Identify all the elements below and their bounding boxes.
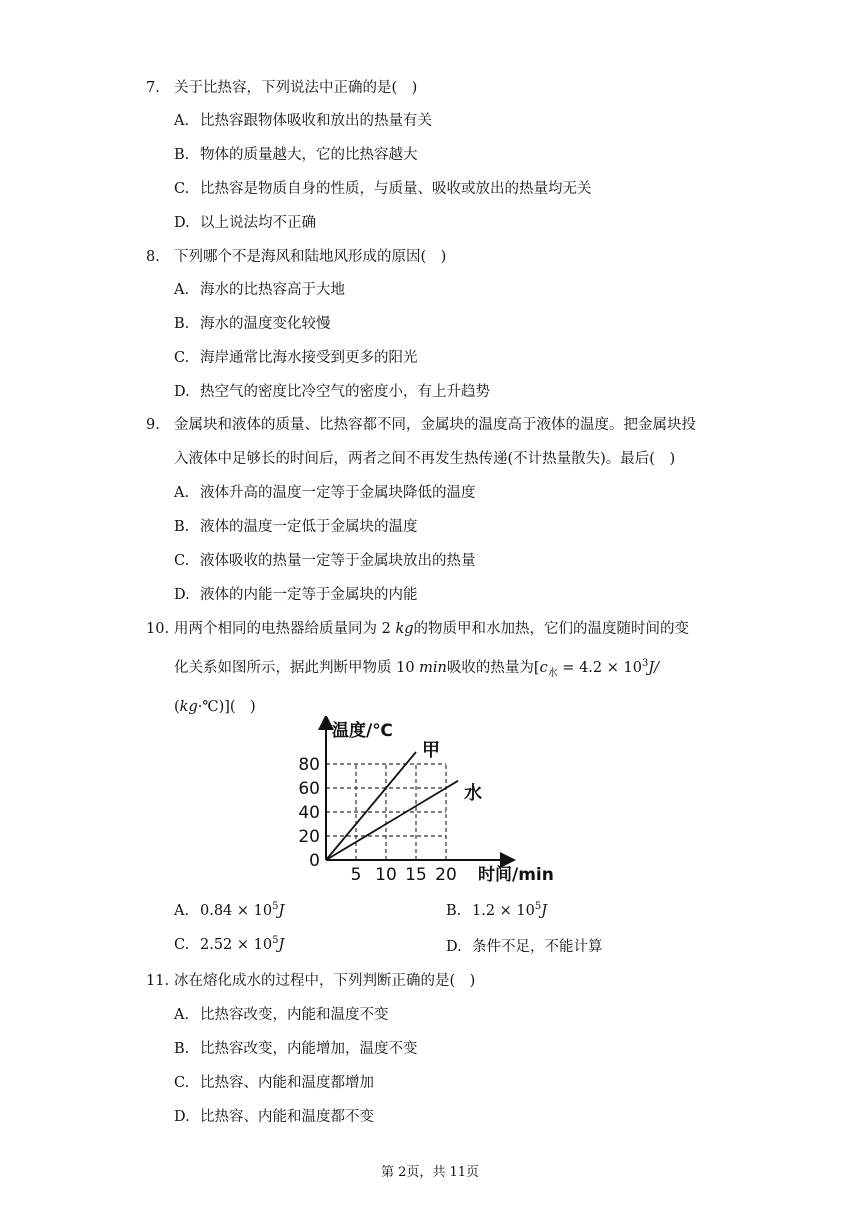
q10-text: ·℃)]( )	[197, 699, 256, 715]
option-label: D.	[174, 587, 190, 603]
q8-option-c[interactable]	[174, 346, 418, 367]
q9-stem-line2: 入液体中足够长的时间后，两者之间不再发生热传递(不计热量散失)。最后( )	[174, 451, 676, 467]
option-label: D.	[174, 1109, 190, 1125]
option-label: B.	[446, 902, 462, 919]
q10-text: = 4.2 × 10	[557, 660, 642, 676]
option-text: 2.52 × 10	[200, 936, 273, 953]
option-text: 液体吸收的热量一定等于金属块放出的热量	[200, 553, 476, 569]
y-tick-label: 80	[298, 755, 320, 775]
q7-option-a[interactable]	[174, 109, 432, 130]
option-label: B.	[174, 1041, 190, 1057]
y-axis-label: 温度/℃	[332, 721, 393, 741]
q7-option-c[interactable]	[174, 177, 592, 198]
option-label: C.	[174, 181, 190, 197]
y-tick-label: 60	[298, 779, 320, 799]
q8-option-d[interactable]	[174, 380, 490, 401]
q10-option-c[interactable]	[174, 935, 284, 953]
option-label: A.	[174, 282, 190, 298]
option-unit: J	[278, 902, 285, 919]
q10-unit: min	[419, 660, 447, 676]
option-text: 海岸通常比海水接受到更多的阳光	[200, 350, 418, 366]
q11-option-a[interactable]	[174, 1003, 389, 1024]
q7-option-b[interactable]	[174, 143, 418, 164]
temperature-time-chart	[290, 716, 560, 890]
option-label: D.	[174, 215, 190, 231]
q7-stem-text: 关于比热容，下列说法中正确的是( )	[174, 80, 418, 96]
q8-stem-text: 下列哪个不是海风和陆地风形成的原因( )	[174, 249, 447, 265]
chart-ticks	[298, 755, 456, 885]
q10-subscript: 水	[547, 667, 558, 679]
q11-number: 11.	[146, 973, 170, 989]
chart-grid	[326, 764, 446, 860]
q11-stem-text: 冰在熔化成水的过程中，下列判断正确的是( )	[174, 973, 476, 989]
option-text: 比热容改变，内能和温度不变	[200, 1007, 389, 1023]
option-label: C.	[174, 350, 190, 366]
option-text: 海水的比热容高于大地	[200, 282, 345, 298]
option-text: 比热容是物质自身的性质，与质量、吸收或放出的热量均无关	[200, 181, 592, 197]
option-label: C.	[174, 553, 190, 569]
q9-stem-line1	[146, 413, 696, 434]
option-unit: J	[541, 902, 548, 919]
q10-unit: J/	[648, 660, 660, 676]
q10-stem-line1	[146, 617, 689, 638]
q8-option-b[interactable]	[174, 312, 331, 333]
y-tick-label: 0	[309, 851, 320, 871]
q10-stem-line3	[174, 695, 256, 716]
x-tick-label: 20	[435, 865, 457, 885]
q8-option-a[interactable]	[174, 278, 345, 299]
option-superscript: 5	[272, 935, 279, 946]
option-text: 液体的内能一定等于金属块的内能	[200, 587, 418, 603]
q10-text: 化关系如图所示，据此判断甲物质 10	[174, 660, 420, 676]
option-label: A.	[174, 1007, 190, 1023]
option-text: 比热容跟物体吸收和放出的热量有关	[200, 113, 432, 129]
option-text: 以上说法均不正确	[200, 215, 316, 231]
option-label: B.	[174, 147, 190, 163]
option-text: 比热容、内能和温度都增加	[200, 1075, 374, 1091]
q9-option-c[interactable]	[174, 549, 476, 570]
option-text: 0.84 × 10	[200, 902, 273, 919]
q10-number: 10.	[146, 621, 170, 637]
y-tick-label: 20	[298, 827, 320, 847]
option-text: 液体升高的温度一定等于金属块降低的温度	[200, 485, 476, 501]
x-axis-label: 时间/min	[478, 865, 554, 885]
q7-stem	[146, 76, 417, 97]
chart-series	[326, 740, 482, 860]
option-label: A.	[174, 113, 190, 129]
q10-option-a[interactable]	[174, 901, 284, 919]
option-superscript: 5	[272, 901, 279, 912]
q10-superscript: 3	[641, 658, 649, 670]
q10-stem-line2	[174, 656, 659, 679]
q11-option-c[interactable]	[174, 1071, 374, 1092]
q10-text: 吸收的热量为[	[446, 660, 540, 676]
q10-option-d[interactable]	[446, 935, 603, 956]
option-unit: J	[278, 936, 285, 953]
q10-text: 用两个相同的电热器给质量同为 2	[174, 621, 396, 637]
option-label: D.	[446, 939, 462, 955]
option-label: B.	[174, 519, 190, 535]
series-line-jia	[326, 752, 416, 860]
q10-option-b[interactable]	[446, 901, 547, 919]
q11-option-d[interactable]	[174, 1105, 374, 1126]
option-text: 比热容、内能和温度都不变	[200, 1109, 374, 1125]
option-text: 物体的质量越大，它的比热容越大	[200, 147, 418, 163]
q7-number: 7.	[146, 80, 160, 96]
q10-symbol: c	[539, 660, 548, 676]
option-text: 比热容改变，内能增加，温度不变	[200, 1041, 418, 1057]
option-label: C.	[174, 1075, 190, 1091]
q9-stem-text-1: 金属块和液体的质量、比热容都不同，金属块的温度高于液体的温度。把金属块投	[174, 417, 696, 433]
page-footer: 第 2页，共 11页	[380, 1165, 480, 1180]
q11-option-b[interactable]	[174, 1037, 418, 1058]
x-tick-label: 15	[405, 865, 427, 885]
option-text: 液体的温度一定低于金属块的温度	[200, 519, 418, 535]
series-label: 甲	[422, 740, 440, 761]
option-label: A.	[174, 902, 190, 919]
q9-option-a[interactable]	[174, 481, 476, 502]
option-text: 热空气的密度比冷空气的密度小，有上升趋势	[200, 384, 490, 400]
option-superscript: 5	[534, 901, 542, 912]
y-tick-label: 40	[298, 803, 320, 823]
option-label: B.	[174, 316, 190, 332]
q10-unit: kg	[395, 621, 414, 637]
q11-stem	[146, 969, 475, 990]
q10-unit: kg	[179, 699, 198, 715]
q9-option-d[interactable]	[174, 583, 418, 604]
x-tick-label: 5	[350, 865, 362, 885]
series-line-water	[326, 781, 458, 860]
q8-stem	[146, 245, 446, 266]
series-label: 水	[464, 782, 482, 804]
q10-text: (	[174, 699, 180, 715]
q7-option-d[interactable]	[174, 211, 316, 232]
option-label: D.	[174, 384, 190, 400]
x-tick-label: 10	[375, 865, 397, 885]
option-label: A.	[174, 485, 190, 501]
q9-number: 9.	[146, 417, 160, 433]
option-label: C.	[174, 936, 190, 953]
q9-option-b[interactable]	[174, 515, 418, 536]
option-text: 条件不足，不能计算	[472, 939, 603, 955]
option-text: 1.2 × 10	[472, 902, 535, 919]
q10-text: 的物质甲和水加热，它们的温度随时间的变	[413, 621, 690, 637]
q8-number: 8.	[146, 249, 160, 265]
option-text: 海水的温度变化较慢	[200, 316, 331, 332]
